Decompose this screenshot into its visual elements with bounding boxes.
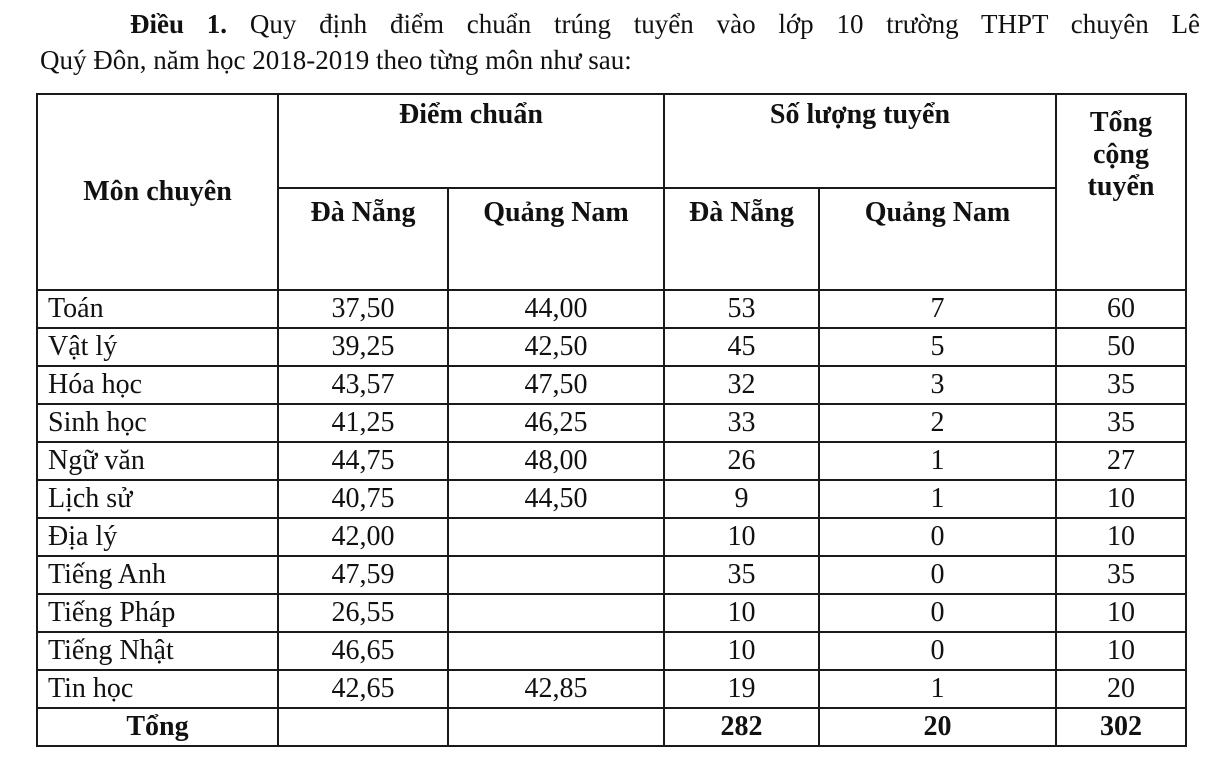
header-total-line-1: Tổng (1089, 107, 1153, 138)
cell-cutoff-quang-nam: 42,85 (448, 670, 664, 708)
cell-cutoff-da-nang: 26,55 (278, 594, 448, 632)
cell-cutoff-da-nang: 42,65 (278, 670, 448, 708)
header-total-line-2: cộng (1093, 139, 1149, 170)
cell-quota-da-nang: 19 (664, 670, 819, 708)
cell-cutoff-quang-nam (448, 556, 664, 594)
admission-table (36, 93, 1187, 747)
cell-cutoff-quang-nam: 47,50 (448, 366, 664, 404)
table-row (37, 670, 1186, 708)
cell-cutoff-da-nang: 47,59 (278, 556, 448, 594)
cell-cutoff-quang-nam (448, 594, 664, 632)
total-label: Tổng (37, 708, 278, 746)
cell-quota-da-nang: 10 (664, 632, 819, 670)
total-row (37, 708, 1186, 746)
cell-quota-quang-nam: 0 (819, 556, 1056, 594)
cell-total: 35 (1056, 404, 1186, 442)
table-row (37, 442, 1186, 480)
cell-cutoff-da-nang: 40,75 (278, 480, 448, 518)
cell-quota-quang-nam: 0 (819, 594, 1056, 632)
total-quota-quang-nam: 20 (819, 708, 1056, 746)
cell-cutoff-da-nang: 46,65 (278, 632, 448, 670)
cell-quota-quang-nam: 2 (819, 404, 1056, 442)
total-cutoff-quang-nam (448, 708, 664, 746)
table-row (37, 594, 1186, 632)
cell-quota-da-nang: 10 (664, 518, 819, 556)
total-quota-da-nang: 282 (664, 708, 819, 746)
cell-subject: Tiếng Nhật (37, 632, 278, 670)
article-paragraph (40, 6, 1200, 78)
total-grand: 302 (1056, 708, 1186, 746)
cell-cutoff-da-nang: 37,50 (278, 290, 448, 328)
cell-total: 35 (1056, 556, 1186, 594)
cell-quota-da-nang: 45 (664, 328, 819, 366)
cell-cutoff-quang-nam: 44,50 (448, 480, 664, 518)
cell-quota-da-nang: 9 (664, 480, 819, 518)
cell-cutoff-quang-nam: 44,00 (448, 290, 664, 328)
header-subject: Môn chuyên (37, 94, 278, 290)
cell-quota-da-nang: 33 (664, 404, 819, 442)
article-label: Điều 1. (130, 9, 228, 39)
cell-cutoff-quang-nam: 48,00 (448, 442, 664, 480)
cell-quota-quang-nam: 3 (819, 366, 1056, 404)
table-row (37, 518, 1186, 556)
cell-subject: Ngữ văn (37, 442, 278, 480)
cell-cutoff-da-nang: 41,25 (278, 404, 448, 442)
header-total (1056, 94, 1186, 290)
total-cutoff-da-nang (278, 708, 448, 746)
cell-subject: Địa lý (37, 518, 278, 556)
cell-total: 50 (1056, 328, 1186, 366)
cell-quota-da-nang: 10 (664, 594, 819, 632)
table-row (37, 480, 1186, 518)
table-row (37, 404, 1186, 442)
cell-total: 35 (1056, 366, 1186, 404)
cell-quota-da-nang: 26 (664, 442, 819, 480)
cell-subject: Lịch sử (37, 480, 278, 518)
cell-quota-quang-nam: 0 (819, 632, 1056, 670)
header-quota-quang-nam: Quảng Nam (819, 188, 1056, 290)
table-row (37, 366, 1186, 404)
cell-quota-quang-nam: 7 (819, 290, 1056, 328)
cell-cutoff-da-nang: 39,25 (278, 328, 448, 366)
cell-total: 60 (1056, 290, 1186, 328)
header-quota-da-nang: Đà Nẵng (664, 188, 819, 290)
cell-quota-quang-nam: 1 (819, 442, 1056, 480)
header-cutoff-quang-nam: Quảng Nam (448, 188, 664, 290)
header-cutoff-da-nang: Đà Nẵng (278, 188, 448, 290)
cell-quota-da-nang: 53 (664, 290, 819, 328)
cell-cutoff-quang-nam: 42,50 (448, 328, 664, 366)
cell-subject: Tiếng Pháp (37, 594, 278, 632)
cell-cutoff-quang-nam (448, 632, 664, 670)
table-row (37, 328, 1186, 366)
table-row (37, 556, 1186, 594)
cell-total: 27 (1056, 442, 1186, 480)
paragraph-line-2: Quý Đôn, năm học 2018-2019 theo từng môn như sau: (40, 45, 632, 75)
cell-total: 10 (1056, 480, 1186, 518)
header-quota-group: Số lượng tuyển (664, 94, 1056, 188)
cell-subject: Sinh học (37, 404, 278, 442)
cell-cutoff-da-nang: 42,00 (278, 518, 448, 556)
paragraph-line-1 (40, 6, 1200, 42)
cell-quota-quang-nam: 0 (819, 518, 1056, 556)
cell-quota-da-nang: 32 (664, 366, 819, 404)
cell-quota-quang-nam: 5 (819, 328, 1056, 366)
cell-cutoff-da-nang: 44,75 (278, 442, 448, 480)
header-cutoff-group: Điểm chuẩn (278, 94, 664, 188)
cell-subject: Tin học (37, 670, 278, 708)
cell-subject: Hóa học (37, 366, 278, 404)
paragraph-text-1: Quy định điểm chuẩn trúng tuyển vào lớp 10 trường THPT chuyên Lê (227, 9, 1201, 39)
cell-quota-da-nang: 35 (664, 556, 819, 594)
cell-cutoff-quang-nam (448, 518, 664, 556)
cell-quota-quang-nam: 1 (819, 480, 1056, 518)
cell-cutoff-quang-nam: 46,25 (448, 404, 664, 442)
cell-subject: Tiếng Anh (37, 556, 278, 594)
cell-quota-quang-nam: 1 (819, 670, 1056, 708)
table-row (37, 290, 1186, 328)
cell-subject: Toán (37, 290, 278, 328)
header-total-line-3: tuyển (1087, 171, 1155, 202)
cell-total: 10 (1056, 632, 1186, 670)
table-row (37, 632, 1186, 670)
cell-total: 10 (1056, 518, 1186, 556)
cell-subject: Vật lý (37, 328, 278, 366)
cell-total: 10 (1056, 594, 1186, 632)
cell-cutoff-da-nang: 43,57 (278, 366, 448, 404)
cell-total: 20 (1056, 670, 1186, 708)
